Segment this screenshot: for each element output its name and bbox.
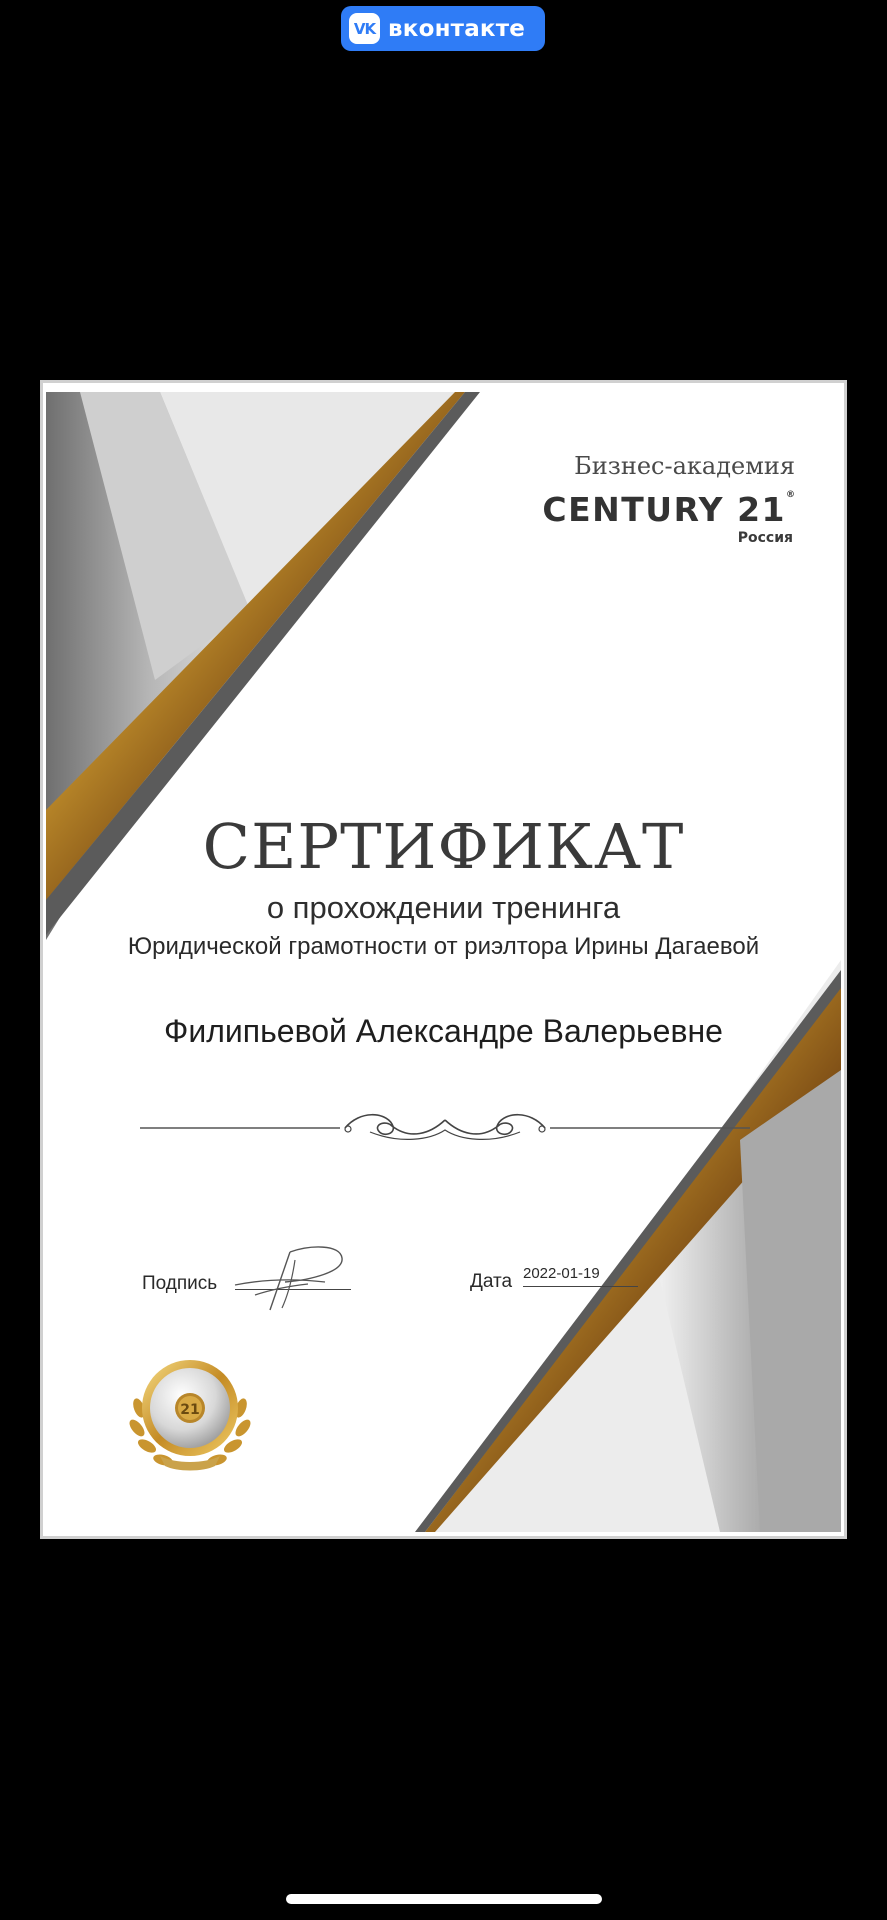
vk-banner-label: вконтакте [388, 15, 526, 42]
ornament-divider [130, 1100, 760, 1150]
certificate-subtitle: о прохождении тренинга [266, 890, 621, 925]
home-indicator[interactable] [286, 1894, 602, 1904]
vk-logo-text: VK [353, 19, 376, 38]
date-label: Дата [470, 1271, 513, 1292]
date-value: 2022-01-19 [523, 1265, 600, 1282]
certificate-title: СЕРТИФИКАТ [202, 810, 685, 883]
seal-number: 21 [180, 1402, 200, 1418]
date-line [523, 1286, 638, 1287]
brand-logo [542, 490, 795, 529]
vk-logo-icon [349, 13, 380, 44]
certificate-photo [40, 380, 847, 1539]
course-name: Юридической грамотности от риэлтора Ирины Дагаевой [127, 933, 760, 960]
signature-image [230, 1240, 360, 1315]
signature-label: Подпись [142, 1273, 218, 1294]
brand-name: CENTURY 21 [542, 490, 786, 529]
vk-app-banner[interactable] [341, 6, 545, 51]
brand-country: Россия [737, 530, 793, 546]
brand-registered-mark: ® [786, 490, 795, 500]
seal-medal-icon [125, 1348, 255, 1478]
academy-label: Бизнес-академия [574, 452, 795, 480]
recipient-name: Филипьевой Александре Валерьевне [164, 1013, 723, 1049]
